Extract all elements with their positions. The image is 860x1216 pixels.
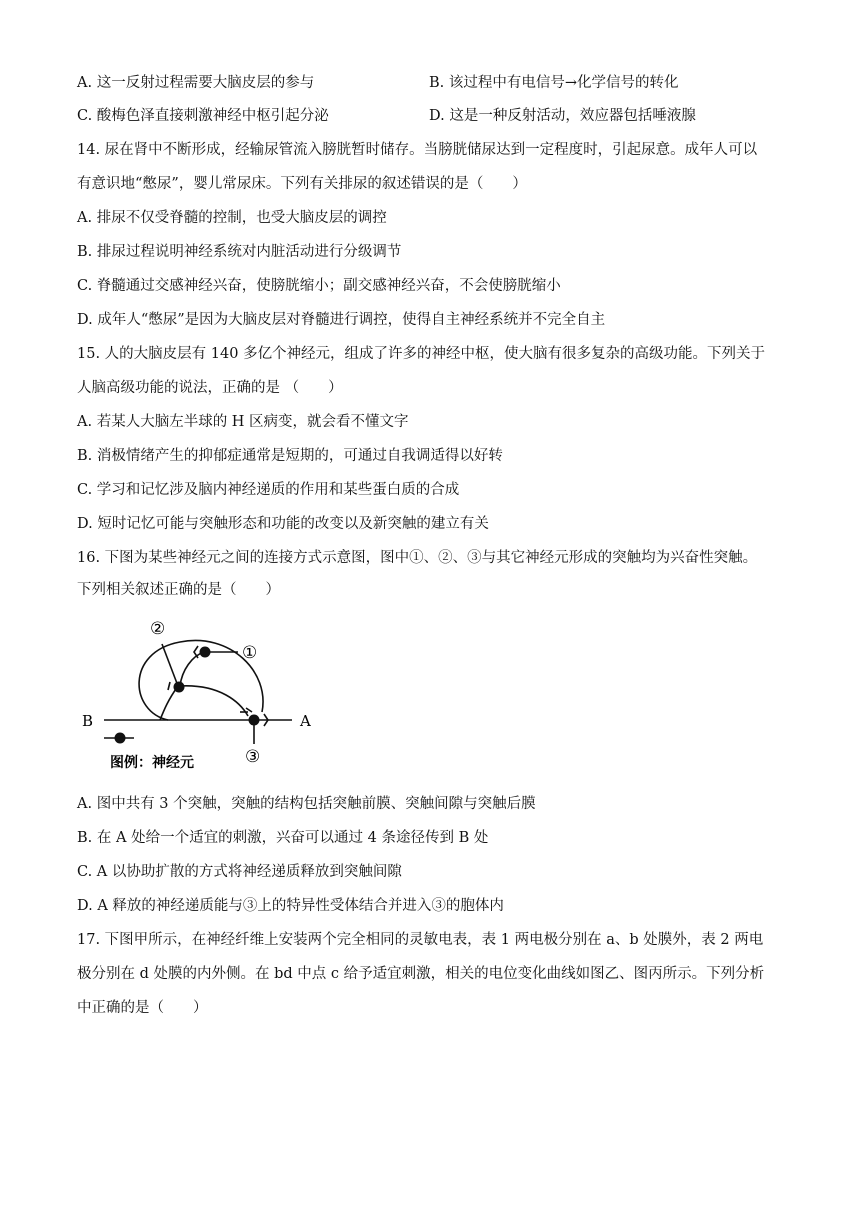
q16-stem-line1: 16. 下图为某些神经元之间的连接方式示意图，图中①、②、③与其它神经元形成的突触均为兴奋性突触。 <box>77 550 758 566</box>
neuron2-to-neuron1 <box>180 652 204 686</box>
neuron-1 <box>200 647 211 658</box>
q14-stem-line1: 14. 尿在肾中不断形成，经输尿管流入膀胱暂时储存。当膀胱储尿达到一定程度时，引起尿意。成年人可以 <box>77 142 758 158</box>
neuron-3 <box>249 715 260 726</box>
label-2: ② <box>150 619 166 639</box>
q13-option-d: D. 这是一种反射活动，效应器包括唾液腺 <box>429 108 696 124</box>
q16-stem-line2: 下列相关叙述正确的是（ ） <box>77 582 280 598</box>
label-1: ① <box>242 643 258 663</box>
q15-option-c: C. 学习和记忆涉及脑内神经递质的作用和某些蛋白质的合成 <box>77 482 460 498</box>
q14-option-b: B. 排尿过程说明神经系统对内脏活动进行分级调节 <box>77 244 402 260</box>
neuron2-to-neuron3 <box>180 686 248 716</box>
q13-option-a: A. 这一反射过程需要大脑皮层的参与 <box>77 75 315 91</box>
q16-option-b: B. 在 A 处给一个适宜的刺激，兴奋可以通过 4 条途径传到 B 处 <box>77 830 489 846</box>
q15-option-d: D. 短时记忆可能与突触形态和功能的改变以及新突触的建立有关 <box>77 516 489 532</box>
q15-stem-line1: 15. 人的大脑皮层有 140 多亿个神经元，组成了许多的神经中枢，使大脑有很多复杂的高级功能。下列关于 <box>77 346 766 362</box>
neuron2-axon <box>162 644 178 686</box>
q14-option-c: C. 脊髓通过交感神经兴奋，使膀胱缩小；副交感神经兴奋，不会使膀胱缩小 <box>77 278 561 294</box>
label-a: A <box>300 712 311 730</box>
q16-option-c: C. A 以协助扩散的方式将神经递质释放到突触间隙 <box>77 864 402 880</box>
q15-option-b: B. 消极情绪产生的抑郁症通常是短期的，可通过自我调适得以好转 <box>77 448 503 464</box>
label-3: ③ <box>245 747 261 767</box>
q15-option-a: A. 若某人大脑左半球的 H 区病变，就会看不懂文字 <box>77 414 409 430</box>
q16-option-a: A. 图中共有 3 个突触，突触的结构包括突触前膜、突触间隙与突触后膜 <box>77 796 536 812</box>
q14-option-a: A. 排尿不仅受脊髓的控制，也受大脑皮层的调控 <box>77 210 387 226</box>
q15-stem-line2: 人脑高级功能的说法，正确的是 （ ） <box>77 380 343 396</box>
figure-legend: 图例：神经元 <box>110 755 194 771</box>
neuron-2 <box>174 682 185 693</box>
q17-stem-line3: 中正确的是（ ） <box>77 1000 208 1016</box>
q13-option-c: C. 酸梅色泽直接刺激神经中枢引起分泌 <box>77 108 329 124</box>
q17-stem-line1: 17. 下图甲所示，在神经纤维上安装两个完全相同的灵敏电表，表 1 两电极分别在 a、b 处膜外，表 2 两电 <box>77 932 764 948</box>
synapse-mark-1 <box>194 646 198 658</box>
q14-option-d: D. 成年人“憋尿”是因为大脑皮层对脊髓进行调控，使得自主神经系统并不完全自主 <box>77 312 606 328</box>
q13-option-b: B. 该过程中有电信号→化学信号的转化 <box>429 75 679 91</box>
neuron-connection-figure <box>70 612 330 782</box>
q17-stem-line2: 极分别在 d 处膜的内外侧。在 bd 中点 c 给予适宜刺激，相关的电位变化曲线如图乙、图丙所示。下列分析 <box>77 966 765 982</box>
q14-stem-line2: 有意识地“憋尿”，婴儿常尿床。下列有关排尿的叙述错误的是（ ） <box>77 176 527 192</box>
label-b: B <box>82 712 94 730</box>
synapse-mark-2 <box>168 682 170 690</box>
neuron2-to-axon <box>160 686 178 720</box>
q16-option-d: D. A 释放的神经递质能与③上的特异性受体结合并进入③的胞体内 <box>77 898 504 914</box>
